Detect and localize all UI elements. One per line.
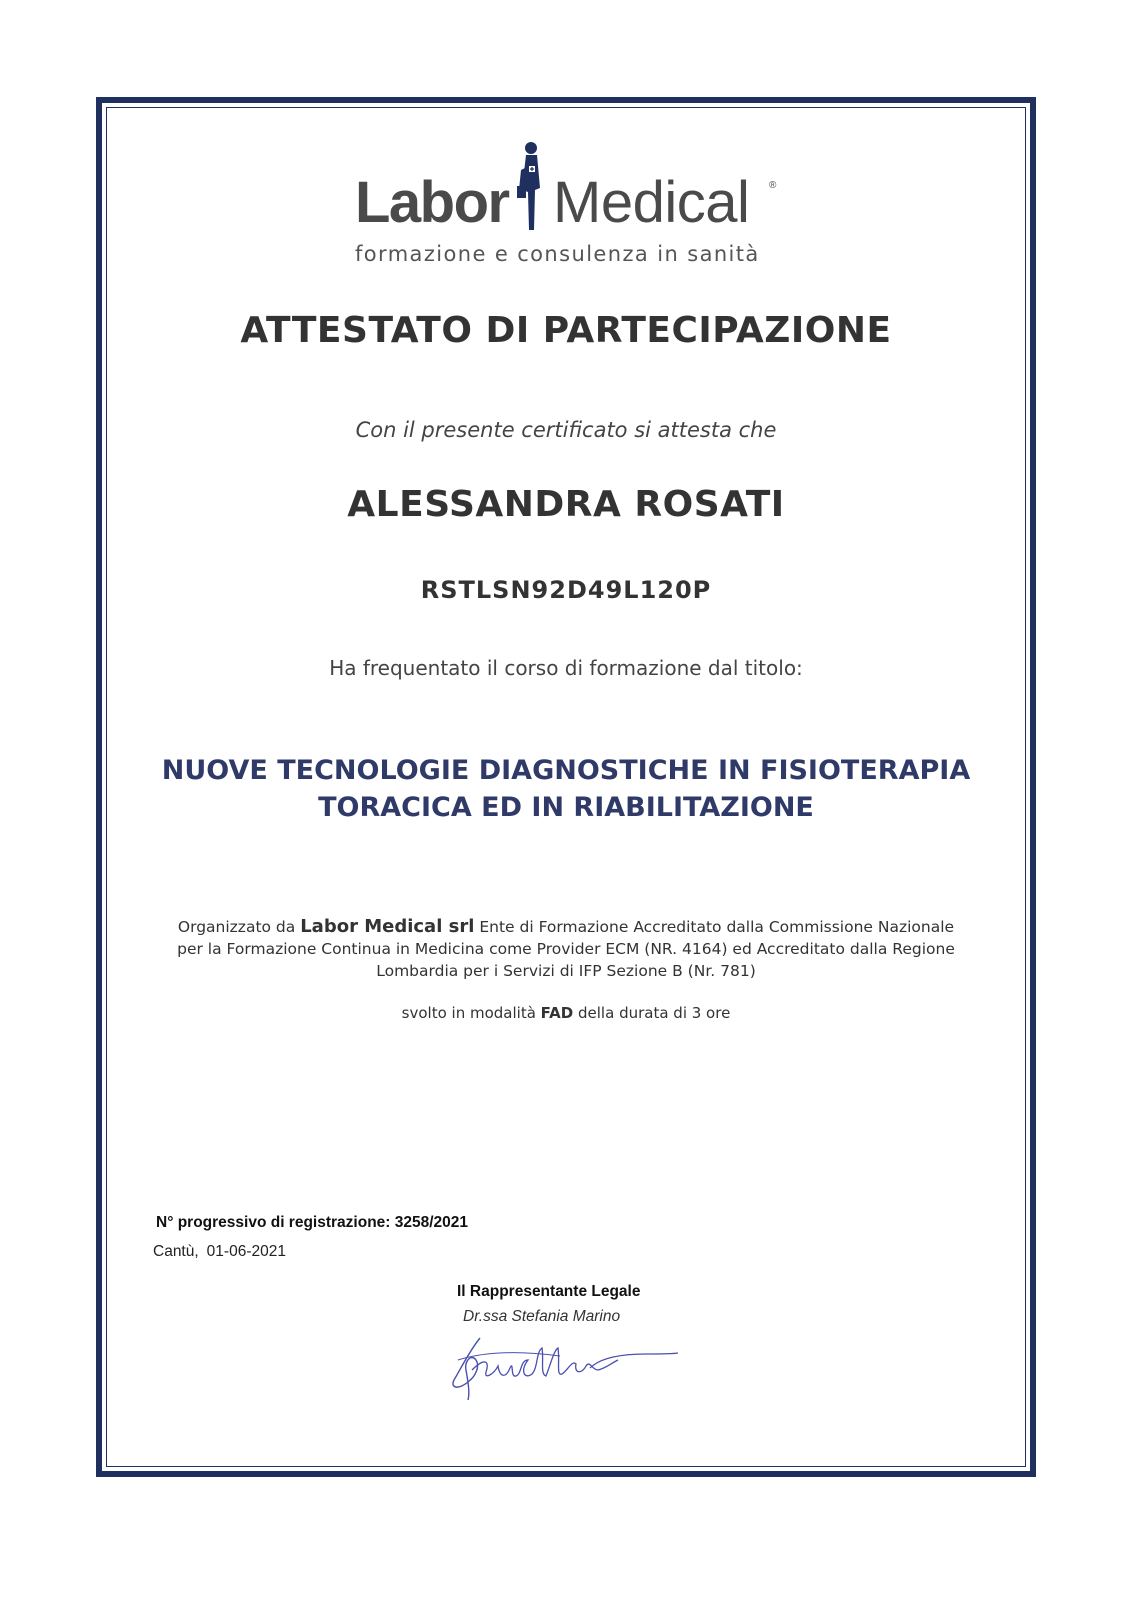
- organizer-prefix: Organizzato da: [177, 918, 301, 936]
- nurse-figure-icon: [507, 140, 549, 232]
- place: Cantù,: [153, 1243, 199, 1260]
- organizer-paragraph: [100, 916, 1032, 982]
- course-mode: [100, 1004, 1032, 1022]
- organizer-line2: per la Formazione Continua in Medicina come Provider ECM (NR. 4164) ed Accreditato dalla Regione: [177, 940, 955, 958]
- course-title: [100, 752, 1032, 826]
- issue-date: 01-06-2021: [206, 1243, 286, 1260]
- certificate-title: ATTESTATO DI PARTECIPAZIONE: [240, 310, 892, 351]
- mode-type: FAD: [540, 1004, 574, 1022]
- course-title-line2: TORACICA ED IN RIABILITAZIONE: [318, 792, 814, 823]
- participant-name: ALESSANDRA ROSATI: [347, 484, 785, 525]
- labor-medical-logo: [355, 140, 795, 275]
- signatory-title: Il Rappresentante Legale: [457, 1283, 641, 1300]
- organizer-line1: [100, 916, 1032, 938]
- registration-number: N° progressivo di registrazione: 3258/2021: [156, 1214, 469, 1231]
- course-title-line1: NUOVE TECNOLOGIE DIAGNOSTICHE IN FISIOTERAPIA: [161, 755, 971, 786]
- signatory-name: Dr.ssa Stefania Marino: [463, 1308, 621, 1325]
- logo-tagline: formazione e consulenza in sanità: [355, 242, 760, 266]
- organizer-name: Labor Medical srl: [300, 916, 475, 937]
- mode-suffix: della durata di 3 ore: [573, 1004, 731, 1022]
- fiscal-code: RSTLSN92D49L120P: [420, 576, 712, 604]
- registered-mark: ®: [769, 180, 777, 191]
- mode-prefix: svolto in modalità: [401, 1004, 541, 1022]
- handwritten-signature: [450, 1330, 680, 1405]
- logo-brand-regular: Medical: [553, 170, 750, 235]
- certificate-intro: Con il presente certificato si attesta che: [355, 418, 777, 442]
- organizer-line1-rest: Ente di Formazione Accreditato dalla Commissione Nazionale: [474, 918, 955, 936]
- place-date: [153, 1243, 286, 1261]
- organizer-line3: Lombardia per i Servizi di IFP Sezione B (Nr. 781): [376, 962, 756, 980]
- logo-brand-bold: Labor: [355, 170, 509, 235]
- attended-text: Ha frequentato il corso di formazione dal titolo:: [329, 656, 803, 680]
